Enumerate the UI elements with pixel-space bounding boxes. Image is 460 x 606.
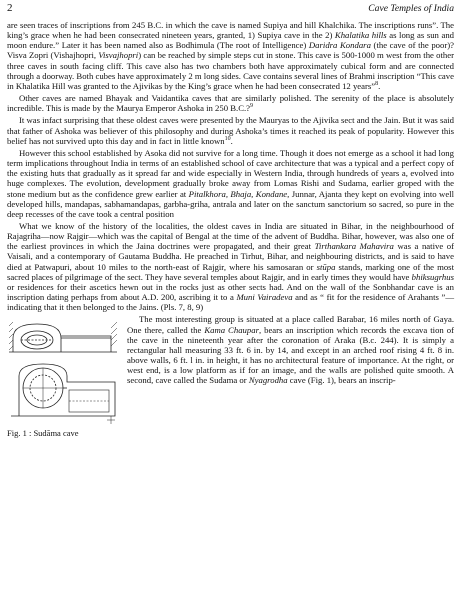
figure-caption: Fig. 1 : Sudāma cave (7, 428, 79, 439)
paragraph-4: However this school established by Asoka did not survive for a long time. Though it does not emerge as a school it had long term implications throughout India in terms of an established school of cave architecture that was a typical and a perfect copy of the existing huts that gradually as it spread far and wide especially in Western India, through hundreds of years a, evolved into huge complexes. The evolution, development gradually broke away from Lomas Rishi and Sudama, earlier groped with the stone medium but as the confidence grew earlier at Pitalkhora, Bhaja, Kondane, Junnar, Ajanta they kept on evolving into well developed hills, mandapas, sabhamandapas, garbha-griha, antrala and later on the sanctum sanctorium so sacred, so pure in the deep recesses of the cave took a central position (7, 147, 455, 219)
footnote-ref-9[interactable]: 9 (250, 103, 254, 110)
figure-block (7, 314, 454, 439)
book-title: Cave Temples of India (368, 3, 454, 14)
paragraph-2: Other caves are named Bhayak and Vaidantika caves that are similarly polished. The serenity of the place is absolutely incredible. This is made by the Maurya Emperor Ashoka in 250 B.C.?$^9$ (7, 93, 454, 114)
running-head (7, 3, 454, 16)
footnote-ref-8[interactable]: 8 (375, 81, 379, 88)
paragraph-5: What we know of the history of the localities, the oldest caves in India are situated in Bihar, in the neighbourhood of Rajagriha—now Rajgir—which was the capital of Bengal at the time of the advent of Buddha. Bihar, however, was also one of the earliest provinces in which the Jaina doctrines were propagated, and their great Tirthankara Mahavira was a native of Vaisali, and a contemporary of Gautama Buddha. He preached in Tirhut, Bihar, and neighbouring districts, and is said to have died at Patwapuri, about 10 miles to the north-east of Rajgir, where his samosaran or stūpa stands, marking one of the most sacred places of pilgrimage of the sect. They have several temples about Rajgir, and in early times they would have bhiksugrhus or residences for their ascetics hewn out in the rocks just as other sects had. And on the wall of the Sonbhandar cave is an inscription dating perhaps from about A.D. 200, ascribing it to a Muni Vairadeva and as “ fit for the residence of Arahants ”—indicating that it then belonged to the Jains. (Pls. 7, 8, 9) (7, 220, 455, 313)
figure-1 (7, 316, 119, 438)
footnote-ref-10[interactable]: 10 (224, 135, 231, 142)
paragraph-1: are seen traces of inscriptions from 245 B.C. in which the cave is named Supiya and hill Khalchika. The inscriptions runs”. The king’s grace when he had been consecrated nineteen years, granted, 1) Supiya cave in the 2) Khalatika hills as long as sun and moon endure.” Later it has been named also as Bodhimula (The root of Intelligence) Daridra Kondara (the cave of the poor)? Visva Zopri (Vishajhopri, Visvajhopri) can be reached by simple steps cut in stone. This cave is 500-1000 m west from the other three caves in south facing cliff. This cave also has two chambers both have approximately cubical form and are connected through a doorway. Both cubes have approximately 2 m long sides. Cave contains several lines of Brahmi inscription “This cave in Khalatika Hill was granted to the Ajivikas by the King’s grace when he had been consecrated 12 years”$^8$. (7, 20, 455, 91)
paragraph-3: It was infact surprising that these oldest caves were presented by the Mauryas to the Ajivika sect and the Jain. But it was said that father of Ashoka was believer of this philosophy and during Ashoka’s times it reached its peak of popularity. However this belief has not survived upto this day and in fact in little known$^{10}$. (7, 115, 454, 146)
sudama-cave-plan-drawing (7, 316, 119, 426)
page-number: 2 (7, 2, 13, 14)
paragraph-6: The most interesting group is situated at a place called Barabar, 16 miles north of Gaya. One there, called the Kama Chaupar, bears an inscription which records the excava tion of the cave in the nineteenth year after the coronation of Araka (B.c. 244). It is simply a rectangular hall measuring 33 ft. 6 in. by 14, and except in an arched roof rising 4 ft. 8 in. above walls, 6 ft. l in. in height, it has no architectural feature of importance. At the right, or west end, is a low platform as if for an image, and the walls are polished quite smooth. A second, cave called the Sudama or Nyagrodha cave (Fig. 1), bears an inscrip- (127, 314, 454, 386)
